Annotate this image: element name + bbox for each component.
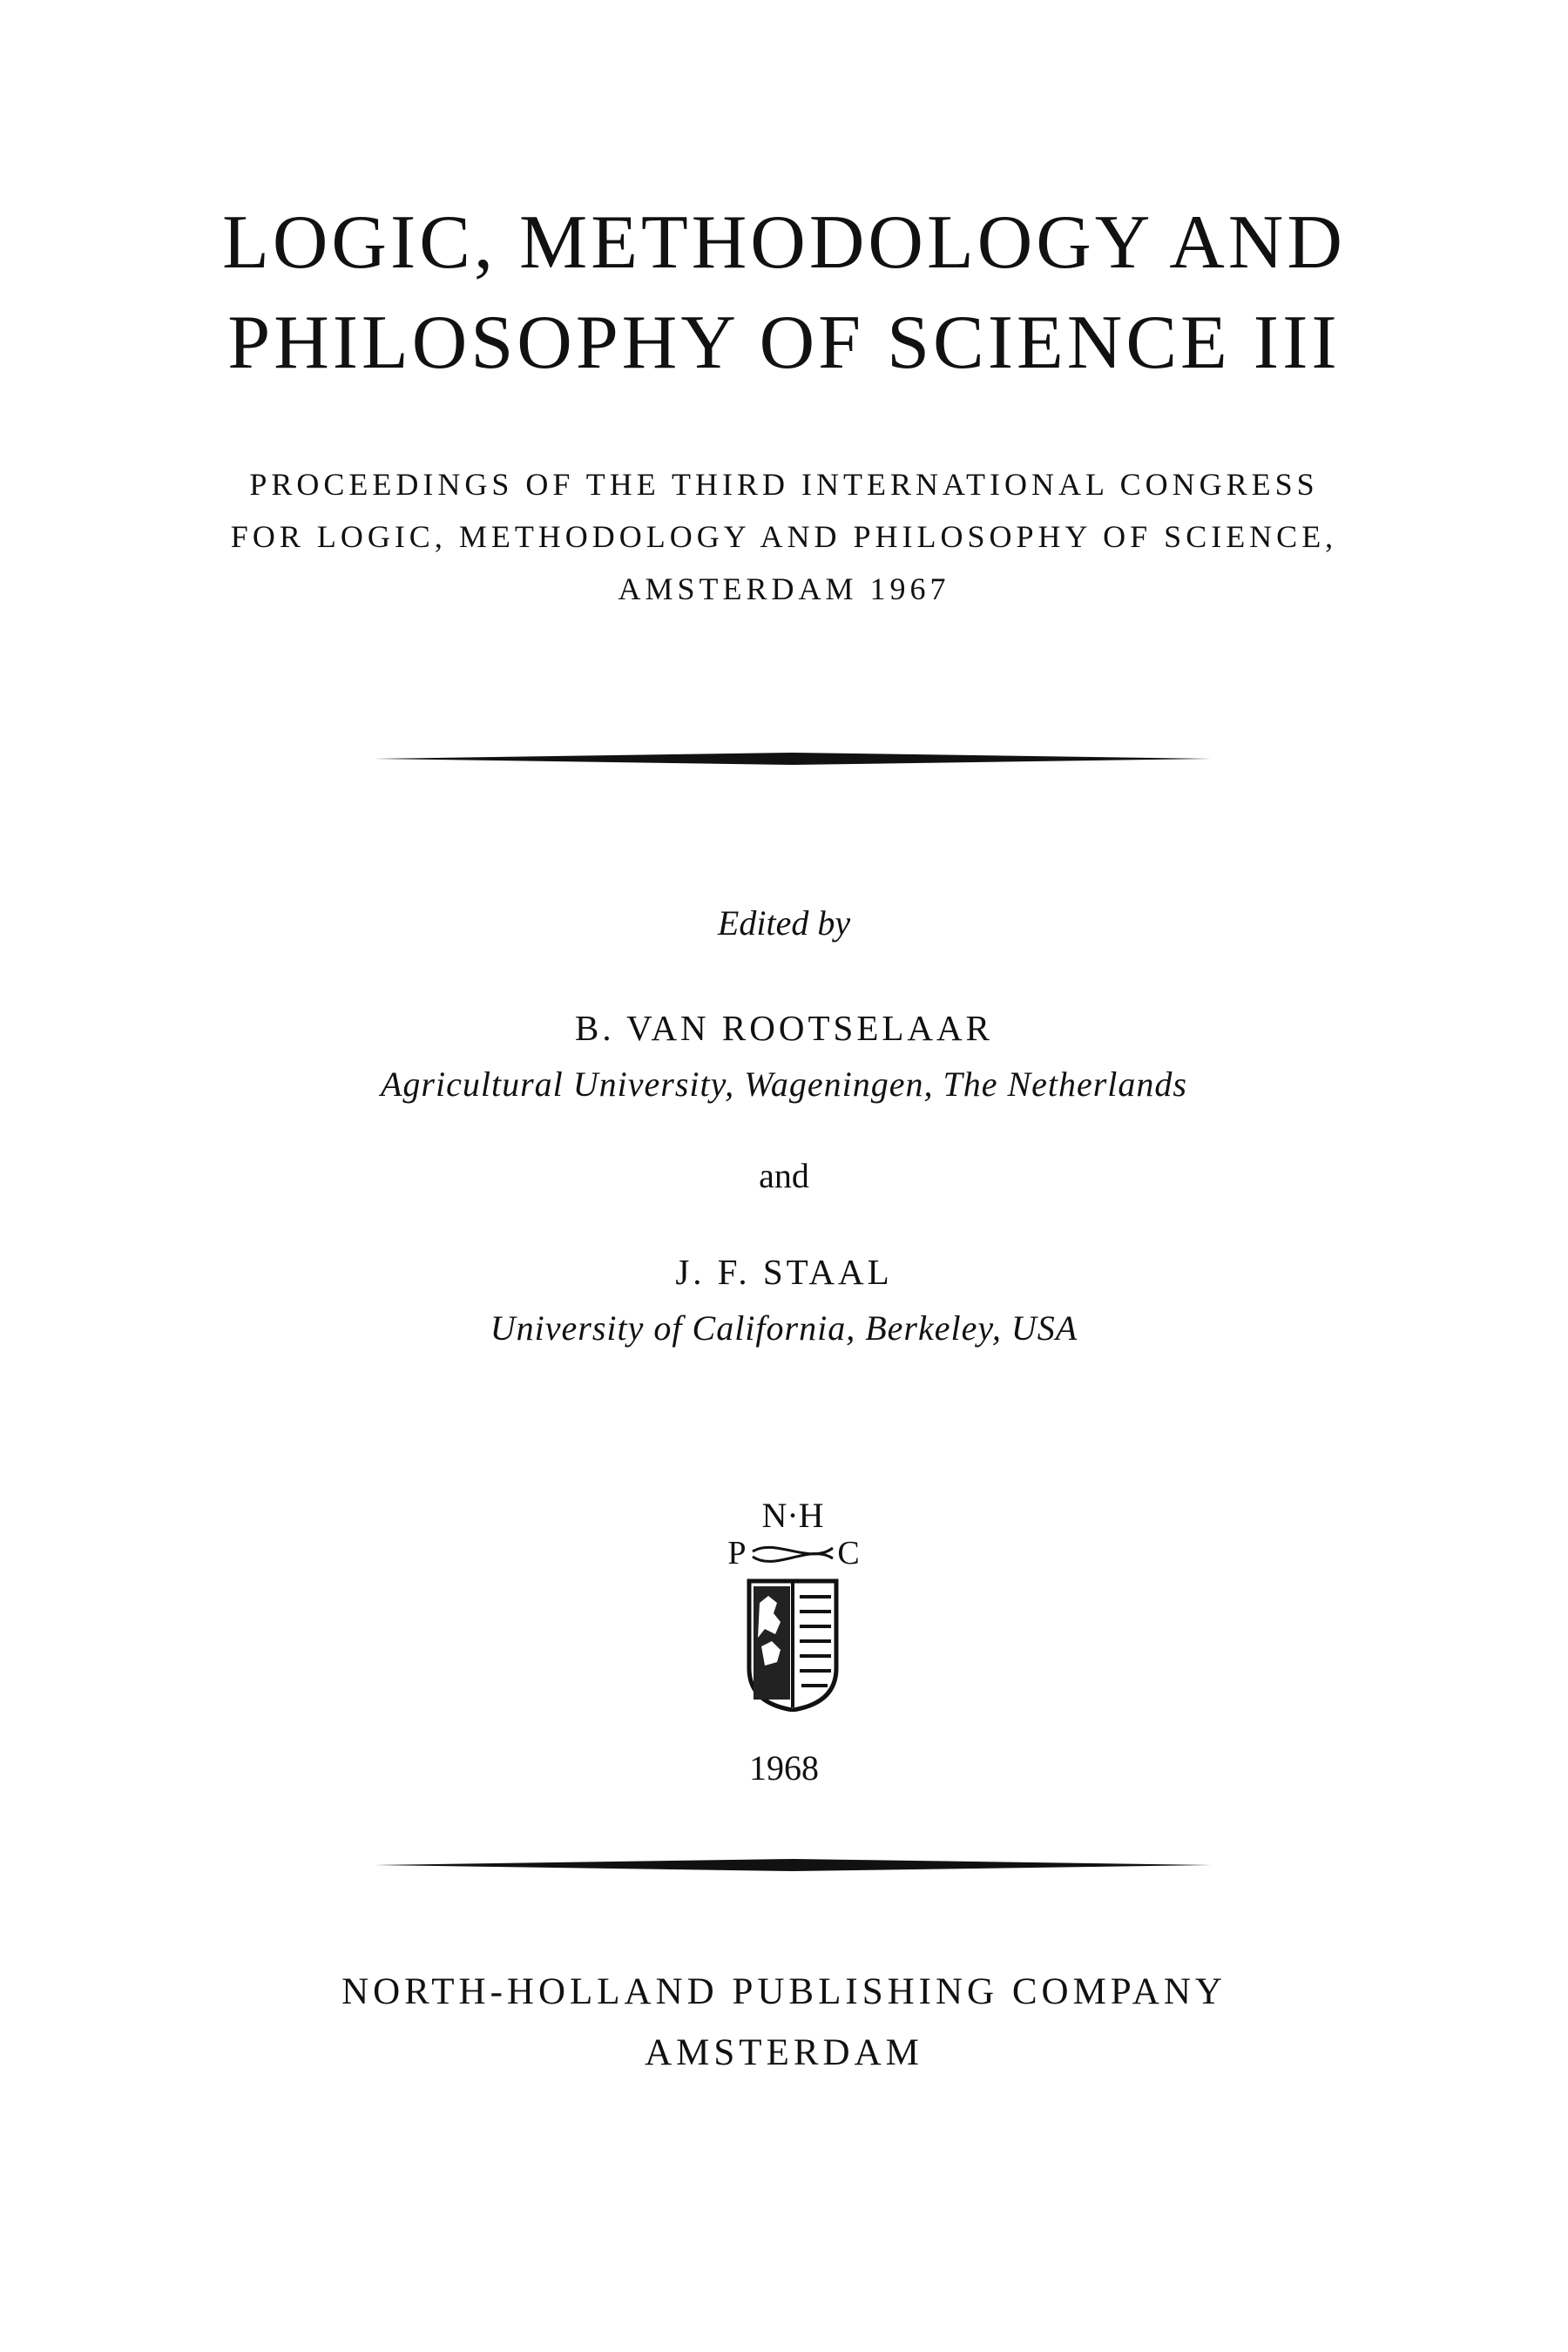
editor-name-1: B. VAN ROOTSELAAR [575, 1008, 993, 1048]
publisher-emblem-icon [723, 1494, 862, 1712]
bottom-rule [375, 1855, 1211, 1875]
editor-affiliation-1: Agricultural University, Wageningen, The Netherlands [380, 1064, 1187, 1104]
publisher-name: NORTH-HOLLAND PUBLISHING COMPANY [341, 1971, 1227, 2012]
title-line-1: LOGIC, METHODOLOGY AND [222, 200, 1346, 285]
subtitle-line-2: FOR LOGIC, METHODOLOGY AND PHILOSOPHY OF SCIENCE, [230, 519, 1338, 554]
svg-text:P: P [727, 1535, 747, 1571]
editor-name-2: J. F. STAAL [675, 1252, 893, 1292]
publication-year: 1968 [749, 1748, 819, 1788]
publisher-city: AMSTERDAM [645, 2032, 923, 2073]
subtitle-line-1: PROCEEDINGS OF THE THIRD INTERNATIONAL CONGRESS [249, 467, 1319, 502]
title-line-2: PHILOSOPHY OF SCIENCE III [227, 301, 1341, 385]
top-rule [375, 749, 1211, 768]
svg-text:C: C [837, 1535, 860, 1571]
svg-text:N·H: N·H [761, 1496, 824, 1535]
conjunction-and: and [759, 1156, 809, 1195]
subtitle-line-3: AMSTERDAM 1967 [618, 571, 950, 606]
editor-affiliation-2: University of California, Berkeley, USA [490, 1308, 1078, 1348]
edited-by-label: Edited by [717, 903, 851, 943]
